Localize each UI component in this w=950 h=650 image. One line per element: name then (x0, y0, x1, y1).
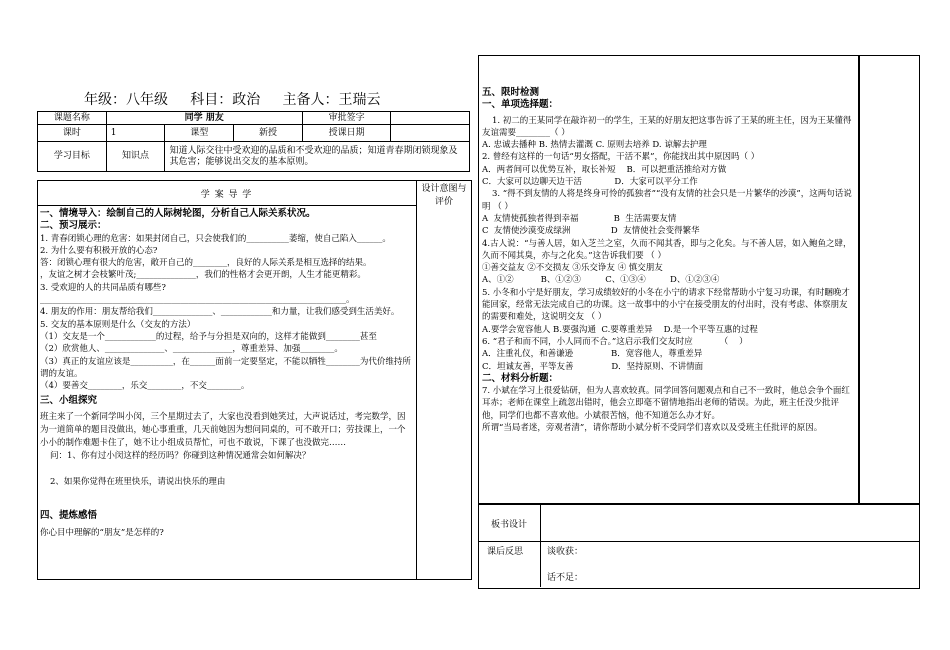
board-design-label: 板书设计 (491, 520, 528, 530)
guide-line: ，友谊之树才会枝繁叶茂;______________，我们的性格才会更开朗，人生才能更精彩。 (40, 270, 366, 281)
course-name-value: 同学 朋友 (106, 112, 302, 125)
test-sub1: 一、单项选择题： (482, 99, 559, 111)
guide-line: 3. 受欢迎的人的共同品质有哪些? (40, 282, 166, 293)
guide-line: （1）交友是一个____________的过程，给予与分担是双向的，这样才能做到________甚至 (40, 331, 377, 342)
guide-heading: 学 案 导 学 (200, 190, 253, 200)
question-options: A. 忠诚去播种 B. 热情去灌溉 C. 原则去培养 D. 谅解去护理 (482, 140, 707, 151)
guide-line: 5. 交友的基本原则是什么（交友的方法） (40, 319, 196, 330)
question-items: ①善交益友 ②不交损友 ③乐交诤友 ④ 慎交朋友 (482, 263, 663, 274)
type-label: 课型 (165, 125, 234, 142)
guide-line: 三、小组探究 (40, 395, 98, 407)
reflection-label: 课后反思 (487, 547, 524, 557)
guide-line: （3）真正的友谊应该是__________，在______面前一定要坚定，不能以牺牲________为代价维持所谓的友谊。 (40, 356, 411, 379)
approval-label: 审批签字 (302, 112, 391, 125)
question: 4.古人说：“与善人居，如入芝兰之室，久而不闻其香，即与之化矣。与不善人居，如入鲍鱼之肆，久而不闻其臭，亦与之化矣。”这告诉我们要 （ ） (482, 238, 852, 261)
test-body (482, 87, 854, 434)
bottom-table (478, 503, 920, 589)
type-value: 新授 (234, 125, 303, 142)
guide-line: 4. 朋友的作用：朋友帮给我们______________、____________和力量，让我们感受到生活美好。 (40, 307, 400, 318)
design-heading: 设计意图与评价 (421, 184, 467, 207)
guide-line: 2、如果你觉得在班里快乐，请说出快乐的理由 (50, 477, 226, 488)
question-options: A 友情使孤独者得到幸福 B 生活需要友情 (482, 213, 677, 224)
test-sub2: 二、材料分析题： (482, 372, 559, 384)
question: 2. 曾经有这样的一句话“男女搭配，干活不累”，你能找出其中原因吗（ ） (482, 152, 760, 163)
right-margin-box (858, 55, 920, 505)
question: 6. “君子和而不同，小人同而不合。”这启示我们交友时应 （ ） (482, 336, 748, 347)
date-value (391, 125, 470, 142)
guide-line: 问：1、你有过小闵这样的经历吗？你碰到这种情况通常会如何解决？ (50, 450, 311, 461)
question-options: A、①② B、①②③ C、①③④ D、①②③④ (482, 275, 720, 286)
guide-line: ________________________________________________________________________。 (40, 295, 355, 306)
guide-line: 你心目中理解的“朋友”是怎样的? (40, 527, 164, 538)
page-title: 年级：八年级 科目：政治 主备人：王瑞云 (84, 92, 381, 108)
question: 3. “得不到友情的人将是终身可怜的孤独者”“没有友情的社会只是一片繁华的沙漠”，这两句话说明 （ ） (482, 189, 852, 212)
date-label: 授课日期 (302, 125, 391, 142)
guide-line: 二、预习展示： (40, 220, 107, 232)
question: 5. 小冬和小宁是好朋友，学习成绩较好的小冬在小宁的请求下经常帮助小宁复习功课，有时睏晚才能回家，经常无法完成自己的功课。这一故事中的小宁在接受朋友的付出时，没有考虑、体察朋友的需要和难处，这说明交友 （ ） (482, 287, 850, 323)
question-options: C．坦诚友善，平等友善 D．坚持原则、不讲情面 (482, 361, 704, 372)
guide-line: 一、情境导入：绘制自己的人际树轮图，分析自己人际关系状况。 (40, 208, 316, 219)
question: 所谓“当局者迷，旁观者清”，请你帮助小斌分析不受同学们喜欢以及受班主任批评的原因。 (482, 423, 823, 434)
question: 7. 小斌在学习上很爱钻研，但为人喜欢较真。同学回答问题观点和自己不一致时，他总会争个面红耳赤；老师在课堂上疏忽出错时，他会立即毫不留情地指出老师的错误。为此，班主任没少批评他，同学们也都不喜欢他。小斌很苦恼，他不知道怎么办才好。 (482, 386, 850, 421)
info-table (37, 111, 470, 172)
guide-body (40, 208, 412, 539)
guide-line: 班主来了一个新同学叫小闵，三个星期过去了，大家也没看到她笑过，大声说话过，考完数学，因为一道简单的题目没做出，她心事重重，几天前她因为想问同桌的，可不敢开口；劳技课上，一个小小的制作难题卡住了，她不让小组成员帮忙，可也不敢说，下课了也没做完…… (40, 411, 406, 448)
approval-value (391, 112, 470, 125)
question-options: C 友情使沙漠变成绿洲 D 友情使社会变得繁华 (482, 226, 700, 237)
goal-label: 学习目标 (38, 142, 107, 172)
guide-line: 2. 为什么要有积极开放的心态? (40, 245, 158, 256)
question: 1. 初二的王某同学在敲诈初一的学生，王某的好朋友把这事告诉了王某的班主任，因为王某懂得友谊需要________（ ） (482, 115, 852, 138)
knowledge-text: 知道人际交往中受欢迎的品质和不受欢迎的品质；知道青春期闭锁现象及其危害；能够说出交友的基本原则。 (165, 142, 470, 172)
guide-line: （4）要善交________，乐交________，不交________。 (40, 381, 250, 392)
hours-label: 课时 (38, 125, 107, 142)
lack-label: 话不足： (547, 573, 584, 583)
guide-line: 1. 青春闭锁心理的危害：如果封闭自己，只会使我们的__________萎缩，使自己陷入______。 (40, 233, 391, 244)
knowledge-label: 知识点 (106, 142, 165, 172)
guide-line: 答：闭锁心理有很大的危害，敞开自己的________，良好的人际关系是相互选择的结果。 (40, 258, 372, 269)
question-options: A．两者间可以优势互补，取长补短 B．可以把重活推给对方做 (482, 164, 727, 175)
question-options: C．大家可以边聊天边干活 D．大家可以平分工作 (482, 177, 698, 188)
guide-line: （2）欣赏他人、______________、______________，尊重差异、加强________。 (40, 344, 343, 355)
hours-value: 1 (106, 125, 165, 142)
gain-label: 谈收获： (547, 547, 584, 557)
course-name-label: 课题名称 (38, 112, 107, 125)
question-options: A．注重礼仪，和善谦逊 B．宽容他人，尊重差异 (482, 349, 703, 360)
test-heading: 五、限时检测 (482, 87, 540, 98)
question-options: A.要学会宽容他人 B.要强沟通 C.要尊重差异 D.是一个平等互惠的过程 (482, 324, 758, 335)
guide-line: 四、提炼感悟 (40, 510, 98, 522)
